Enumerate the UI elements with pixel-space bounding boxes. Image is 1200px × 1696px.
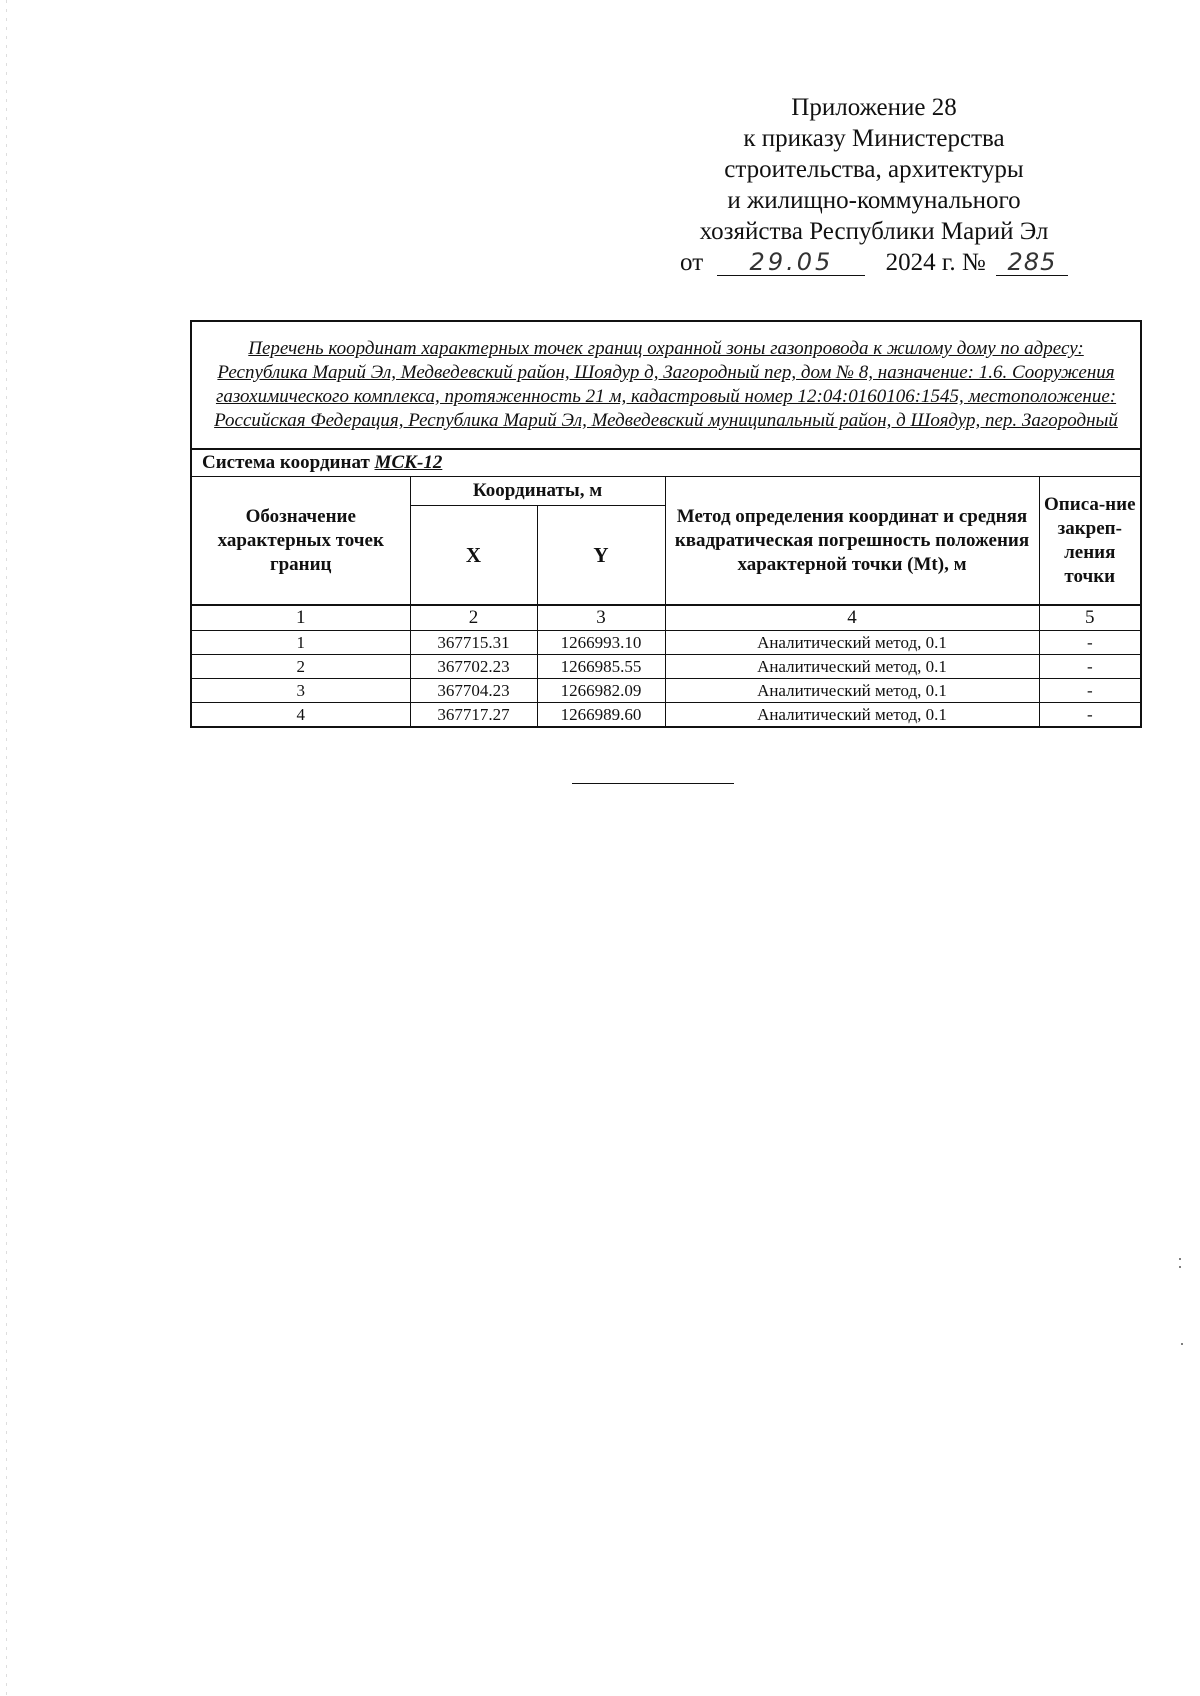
- header-point-designation: Обозначение характерных точек границ: [191, 477, 410, 606]
- coordinate-system: [191, 449, 1141, 477]
- cell-description: -: [1039, 655, 1141, 679]
- cell-y: 1266985.55: [537, 655, 665, 679]
- column-number-row: [191, 605, 1141, 631]
- header-description: Описа-ние закреп-ления точки: [1039, 477, 1141, 606]
- coordinates-table: [190, 320, 1142, 728]
- cell-method: Аналитический метод, 0.1: [665, 631, 1039, 655]
- header-y: Y: [537, 506, 665, 606]
- header-coordinates: Координаты, м: [410, 477, 665, 506]
- handwritten-order-number: 285: [996, 249, 1068, 276]
- cell-y: 1266982.09: [537, 679, 665, 703]
- cell-point: 3: [191, 679, 410, 703]
- column-number: 5: [1039, 605, 1141, 631]
- cell-method: Аналитический метод, 0.1: [665, 655, 1039, 679]
- column-number: 4: [665, 605, 1039, 631]
- cell-method: Аналитический метод, 0.1: [665, 703, 1039, 728]
- column-number: 1: [191, 605, 410, 631]
- cell-x: 367702.23: [410, 655, 537, 679]
- scan-edge-artifact: [6, 0, 7, 1696]
- cell-x: 367715.31: [410, 631, 537, 655]
- coordinate-system-label: Система координат: [202, 452, 370, 473]
- cell-description: -: [1039, 679, 1141, 703]
- header-method: Метод определения координат и средняя квадратическая погрешность положения характерной точки (Mt), м: [665, 477, 1039, 606]
- cell-point: 4: [191, 703, 410, 728]
- header-line-appendix: Приложение 28: [791, 94, 957, 121]
- date-prefix: от: [680, 249, 704, 276]
- coordinate-system-value: МСК-12: [374, 452, 443, 473]
- cell-x: 367704.23: [410, 679, 537, 703]
- end-of-document-rule: [572, 783, 734, 784]
- handwritten-date: 29.05: [717, 249, 865, 276]
- header-line-housing: и жилищно-коммунального: [727, 187, 1021, 214]
- cell-description: -: [1039, 703, 1141, 728]
- cell-method: Аналитический метод, 0.1: [665, 679, 1039, 703]
- header-line-ministry: строительства, архитектуры: [724, 156, 1024, 183]
- cell-point: 2: [191, 655, 410, 679]
- year-text: 2024 г. №: [885, 249, 986, 276]
- header-line-republic: хозяйства Республики Марий Эл: [699, 218, 1049, 245]
- header-x: X: [410, 506, 537, 606]
- table-row: [191, 631, 1141, 655]
- header-line-order: к приказу Министерства: [743, 125, 1005, 152]
- column-number: 3: [537, 605, 665, 631]
- cell-point: 1: [191, 631, 410, 655]
- table-row: [191, 703, 1141, 728]
- cell-y: 1266989.60: [537, 703, 665, 728]
- header-line-date: [644, 247, 1104, 278]
- appendix-header: [644, 92, 1104, 278]
- cell-description: -: [1039, 631, 1141, 655]
- table-row: [191, 655, 1141, 679]
- column-number: 2: [410, 605, 537, 631]
- cell-y: 1266993.10: [537, 631, 665, 655]
- table-title: Перечень координат характерных точек границ охранной зоны газопровода к жилому дому по адресу: Республика Марий Эл, Медведевский район, Шоядур д, Загородный пер, дом № 8, назначение: 1.6. Сооружения газохимического комплекса, протяженность 21 м, кадастровый номер 12:04:0160106:1545, местоположение: Российская Федерация, Республика Марий Эл, Медведевский муниципальный район, д Шоядур, пер. Загородный: [191, 321, 1141, 449]
- cell-x: 367717.27: [410, 703, 537, 728]
- scan-speck: [1179, 1266, 1181, 1268]
- scan-speck: [1179, 1258, 1181, 1260]
- scan-speck: [1181, 1343, 1183, 1345]
- table-row: [191, 679, 1141, 703]
